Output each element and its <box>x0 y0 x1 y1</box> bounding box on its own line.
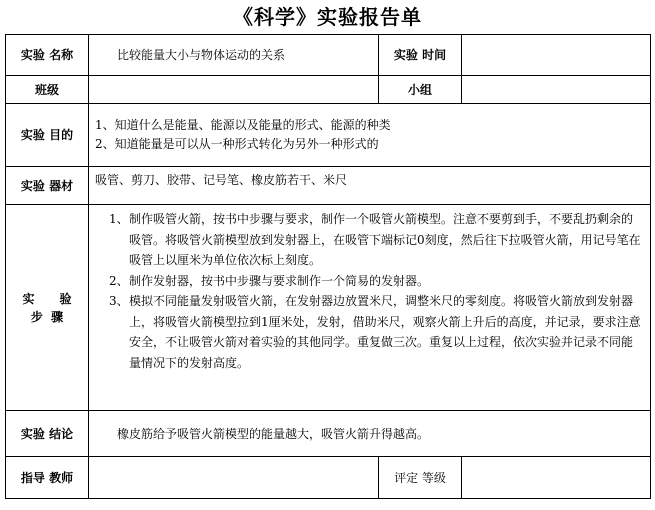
report-table <box>5 34 651 499</box>
steps-label <box>6 205 89 411</box>
class-value <box>89 76 379 104</box>
teacher-label: 指导 教师 <box>6 457 89 499</box>
row-conclusion <box>6 411 651 457</box>
group-value <box>462 76 651 104</box>
equipment-value: 吸管、剪刀、胶带、记号笔、橡皮筋若干、米尺 <box>89 167 651 205</box>
step-number: 2、 <box>109 273 129 288</box>
conclusion-label: 实验 结论 <box>6 411 89 457</box>
teacher-value <box>89 457 379 499</box>
step-number: 3、 <box>109 294 129 308</box>
purpose-value <box>89 104 651 167</box>
step-text: 模拟不同能量发射吸管火箭，在发射器边放置米尺，调整米尺的零刻度。将吸管火箭放到发射器上，将吸管火箭模型拉到1厘米处，发射，借助米尺，观察火箭上升后的高度，并记录，要求注意安全，不让吸管火箭对着实验的其他同学。重复做三次。重复以上过程，依次实验并记录不同能量情况下的发射高度。 <box>129 294 641 370</box>
grade-label: 评定 等级 <box>379 457 462 499</box>
experiment-name-label: 实验 名称 <box>6 35 89 76</box>
steps-content <box>89 205 651 411</box>
purpose-label: 实验 目的 <box>6 104 89 167</box>
steps-label-line-2: 步 骤 <box>30 309 64 324</box>
experiment-time-label: 实验 时间 <box>379 35 462 76</box>
row-experiment-name <box>6 35 651 76</box>
step-text: 制作吸管火箭，按书中步骤与要求，制作一个吸管火箭模型。注意不要剪到手，不要乱扔剩余的吸管。将吸管火箭模型放到发射器上，在吸管下端标记0刻度，然后往下拉吸管火箭，用记号笔在吸管上以厘米为单位依次标上刻度。 <box>129 212 641 267</box>
row-steps <box>6 205 651 411</box>
row-purpose <box>6 104 651 167</box>
equipment-label: 实验 器材 <box>6 167 89 205</box>
row-equipment <box>6 167 651 205</box>
class-label: 班级 <box>6 76 89 104</box>
group-label: 小组 <box>379 76 462 104</box>
report-title: 《科学》实验报告单 <box>233 5 422 29</box>
grade-value <box>462 457 651 499</box>
purpose-line-1: 1、知道什么是能量、能源以及能量的形式、能源的种类 <box>95 118 391 132</box>
row-class <box>6 76 651 104</box>
conclusion-value: 橡皮筋给予吸管火箭模型的能量越大，吸管火箭升得越高。 <box>89 411 651 457</box>
step-item <box>109 291 642 373</box>
step-item <box>109 209 642 271</box>
steps-label-line-1: 实 验 <box>22 291 72 306</box>
step-number: 1、 <box>109 212 129 226</box>
purpose-line-2: 2、知道能量是可以从一种形式转化为另外一种形式的 <box>95 137 379 151</box>
experiment-time-value <box>462 35 651 76</box>
step-text: 制作发射器，按书中步骤与要求制作一个简易的发射器。 <box>129 273 430 288</box>
step-item <box>109 271 642 292</box>
experiment-name-value: 比较能量大小与物体运动的关系 <box>89 35 379 76</box>
row-teacher <box>6 457 651 499</box>
